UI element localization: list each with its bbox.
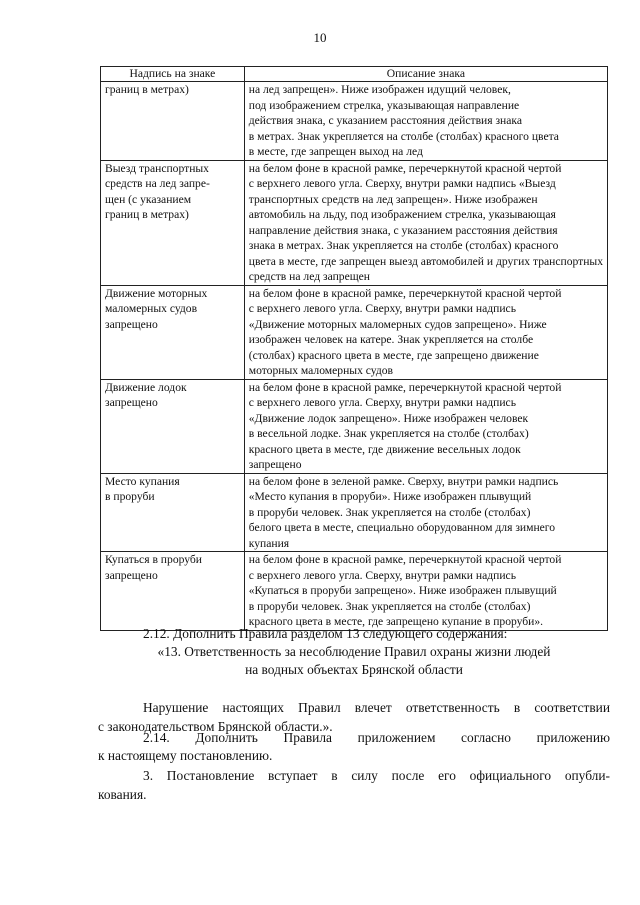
sign-description-line: на белом фоне в красной рамке, перечеркнутой красной чертой <box>248 380 562 394</box>
sign-description-line: белого цвета в месте, специально оборудованном для зимнего <box>248 521 556 534</box>
sign-description-line: на лед запрещен». Ниже изображен идущий человек, <box>248 83 511 96</box>
sign-description-cell <box>244 285 607 379</box>
sign-description-line: запрещено <box>248 458 302 471</box>
sign-inscription-cell <box>101 82 245 161</box>
section-title-line-1: «13. Ответственность за несоблюдение Правил охраны жизни людей <box>157 644 551 659</box>
sign-description-line: красного цвета в месте, где движение весельных лодок <box>248 442 521 456</box>
sign-inscription-line: Место купания <box>105 474 180 488</box>
sign-description-line: с верхнего левого угла. Сверху, внутри рамки надпись <box>248 396 516 409</box>
table-row <box>101 552 608 631</box>
table-row <box>101 82 608 161</box>
sign-description-line: автомобиль на льду, под изображением стрелка, указывающая <box>248 208 556 221</box>
sign-description-line: в проруби человек. Знак укрепляется на столбе (столбах) <box>248 505 531 519</box>
sign-inscription-line: границ в метрах) <box>105 208 189 221</box>
sign-description-line: в весельной лодке. Знак укрепляется на столбе (столбах) <box>248 427 529 440</box>
sign-description-line: средств на лед запрещен <box>248 270 370 283</box>
sign-description-line: знака в метрах. Знак укрепляется на столбе (столбах) красного <box>248 239 559 252</box>
sign-inscription-line: щен (с указанием <box>105 192 192 206</box>
table-row <box>101 285 608 379</box>
sign-inscription-cell <box>101 552 245 631</box>
sign-description-line: с верхнего левого угла. Сверху, внутри рамки надпись <box>248 568 516 582</box>
sign-inscription-line: в проруби <box>105 490 155 503</box>
table-row <box>101 379 608 473</box>
table-header-row <box>101 67 608 82</box>
sign-description-cell <box>244 473 607 552</box>
sign-description-cell <box>244 379 607 473</box>
sign-inscription-line: границ в метрах) <box>105 83 189 96</box>
table-row <box>101 473 608 552</box>
sign-description-cell <box>244 160 607 285</box>
sign-description-line: с верхнего левого угла. Сверху, внутри рамки надпись «Выезд <box>248 177 556 190</box>
paragraph-2-12: 2.12. Дополнить Правила разделом 13 следующего содержания: <box>143 626 508 641</box>
sign-description-cell <box>244 552 607 631</box>
paragraph-2-14-line-1: 2.14. Дополнить Правила приложением согласно приложению <box>143 730 610 745</box>
table-row <box>101 160 608 285</box>
sign-description-line: изображен человек на катере. Знак укрепляется на столбе <box>248 333 534 346</box>
sign-description-line: «Купаться в проруби запрещено». Ниже изображен плывущий <box>248 584 557 597</box>
paragraph-2-14-line-2: к настоящему постановлению. <box>98 748 273 763</box>
sign-description-line: «Движение лодок запрещено». Ниже изображен человек <box>248 411 529 425</box>
sign-description-line: на белом фоне в красной рамке, перечеркнутой красной чертой <box>248 161 562 175</box>
signs-table <box>100 66 608 631</box>
sign-inscription-line: Выезд транспортных <box>105 161 209 175</box>
sign-inscription-line: Купаться в проруби <box>105 553 203 566</box>
header-description: Описание знака <box>244 67 607 82</box>
sign-description-line: «Движение моторных маломерных судов запрещено». Ниже <box>248 317 547 331</box>
sign-description-line: на белом фоне в зеленой рамке. Сверху, внутри рамки надпись <box>248 474 559 488</box>
sign-inscription-cell <box>101 473 245 552</box>
paragraph-3-line-1: 3. Постановление вступает в силу после его официального опубли- <box>143 768 610 783</box>
sign-description-line: красного цвета в месте, где запрещено купание в проруби». <box>248 615 544 628</box>
sign-description-line: с верхнего левого угла. Сверху, внутри рамки надпись <box>248 302 516 315</box>
sign-description-line: «Место купания в проруби». Ниже изображен плывущий <box>248 490 532 503</box>
sign-inscription-line: запрещено <box>105 396 158 409</box>
violation-line-1: Нарушение настоящих Правил влечет ответственность в соответствии <box>143 700 610 715</box>
sign-description-line: в месте, где запрещен выход на лед <box>248 145 423 158</box>
paragraph-3-line-2: кования. <box>98 787 147 802</box>
sign-description-line: в метрах. Знак укрепляется на столбе (столбах) красного цвета <box>248 129 559 143</box>
sign-description-line: действия знака, с указанием расстояния действия знака <box>248 114 523 127</box>
header-inscription: Надпись на знаке <box>101 67 245 82</box>
sign-description-line: цвета в месте, где запрещен выезд автомобилей и других транспортных <box>248 254 603 268</box>
sign-inscription-cell <box>101 160 245 285</box>
sign-description-line: моторных маломерных судов <box>248 364 393 377</box>
sign-inscription-cell <box>101 379 245 473</box>
sign-inscription-line: Движение лодок <box>105 380 187 394</box>
violation-line-2: с законодательством Брянской области.». <box>98 719 333 734</box>
sign-description-line: направление действия знака, с указанием расстояния действия <box>248 223 558 237</box>
sign-inscription-line: Движение моторных <box>105 286 208 300</box>
sign-inscription-line: средств на лед запре- <box>105 177 210 190</box>
section-title-line-2: на водных объектах Брянской области <box>245 662 463 677</box>
sign-inscription-line: запрещено <box>105 317 158 331</box>
sign-description-line: на белом фоне в красной рамке, перечеркнутой красной чертой <box>248 553 562 566</box>
sign-description-line: транспортных средств на лед запрещен». Ниже изображен <box>248 192 538 206</box>
sign-description-line: под изображением стрелка, указывающая направление <box>248 98 520 112</box>
sign-description-line: (столбах) красного цвета в месте, где запрещено движение <box>248 348 539 362</box>
sign-description-line: на белом фоне в красной рамке, перечеркнутой красной чертой <box>248 286 562 300</box>
sign-description-line: в проруби человек. Знак укрепляется на столбе (столбах) <box>248 599 531 613</box>
sign-description-line: купания <box>248 536 290 550</box>
page-number: 10 <box>313 30 327 45</box>
sign-inscription-line: маломерных судов <box>105 302 198 315</box>
sign-inscription-cell <box>101 285 245 379</box>
sign-inscription-line: запрещено <box>105 568 158 582</box>
sign-description-cell <box>244 82 607 161</box>
